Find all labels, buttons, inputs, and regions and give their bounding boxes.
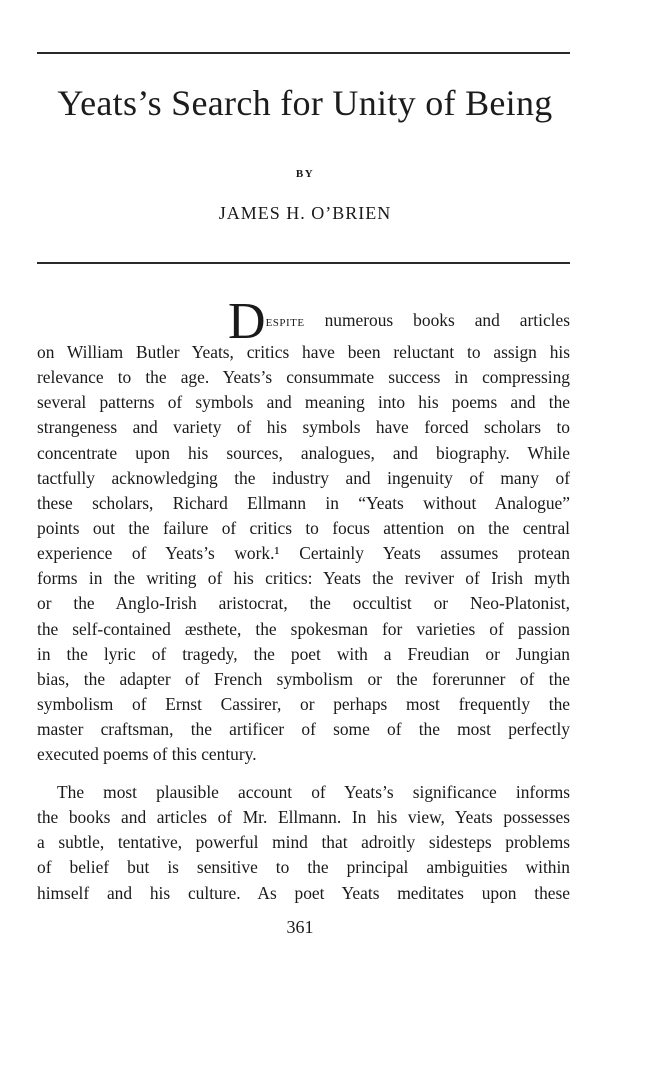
article-title: Yeats’s Search for Unity of Being xyxy=(57,83,553,123)
text-line: several patterns of symbols and meaning into his poems and the xyxy=(37,392,570,413)
text-line: bias, the adapter of French symbolism or the forerunner of the xyxy=(37,668,570,689)
text-line: the self-contained æsthete, the spokesman for varieties of passion xyxy=(37,618,570,639)
text-line: of belief but is sensitive to the principal ambiguities within xyxy=(37,857,570,878)
opening-small-caps: espite xyxy=(265,314,305,330)
opening-rest: numerous books and articles xyxy=(324,310,570,330)
text-line: concentrate upon his sources, analogues, and biography. While xyxy=(37,442,570,463)
paragraph-2 xyxy=(37,780,570,906)
text-line: points out the failure of critics to focus attention on the central xyxy=(37,517,570,538)
text-line: a subtle, tentative, powerful mind that adroitly sidesteps problems xyxy=(37,832,570,853)
text-line: tactfully acknowledging the industry and ingenuity of many of xyxy=(37,467,570,488)
drop-cap: D xyxy=(228,293,266,350)
text-line: executed poems of this century. xyxy=(37,744,257,765)
author-name: JAMES H. O’BRIEN xyxy=(218,203,392,223)
byline-label: BY xyxy=(295,168,315,180)
text-line: these scholars, Richard Ellmann in “Yeats without Analogue” xyxy=(37,492,570,513)
text-line: strangeness and variety of his symbols have forced scholars to xyxy=(37,417,570,438)
text-line: forms in the writing of his critics: Yeats the reviver of Irish myth xyxy=(37,568,570,589)
text-line: symbolism of Ernst Cassirer, or perhaps most frequently the xyxy=(37,693,570,714)
page-number: 361 xyxy=(286,917,314,937)
text-line: on William Butler Yeats, critics have been reluctant to assign his xyxy=(37,342,570,362)
text-line: himself and his culture. As poet Yeats meditates upon these xyxy=(37,882,570,903)
text-line: experience of Yeats’s work.¹ Certainly Yeats assumes protean xyxy=(37,543,570,564)
opening-line xyxy=(228,293,570,350)
text-line: or the Anglo-Irish aristocrat, the occultist or Neo-Platonist, xyxy=(37,593,570,614)
text-line: The most plausible account of Yeats’s significance informs xyxy=(57,782,570,802)
text-line: the books and articles of Mr. Ellmann. In his view, Yeats possesses xyxy=(37,807,570,828)
top-rule xyxy=(37,52,570,54)
paragraph-1 xyxy=(37,340,570,767)
text-line: relevance to the age. Yeats’s consummate success in compressing xyxy=(37,367,570,388)
text-line: in the lyric of tragedy, the poet with a Freudian or Jungian xyxy=(37,643,570,664)
bottom-rule xyxy=(37,262,570,264)
text-line: master craftsman, the artificer of some of the most perfectly xyxy=(37,719,570,740)
